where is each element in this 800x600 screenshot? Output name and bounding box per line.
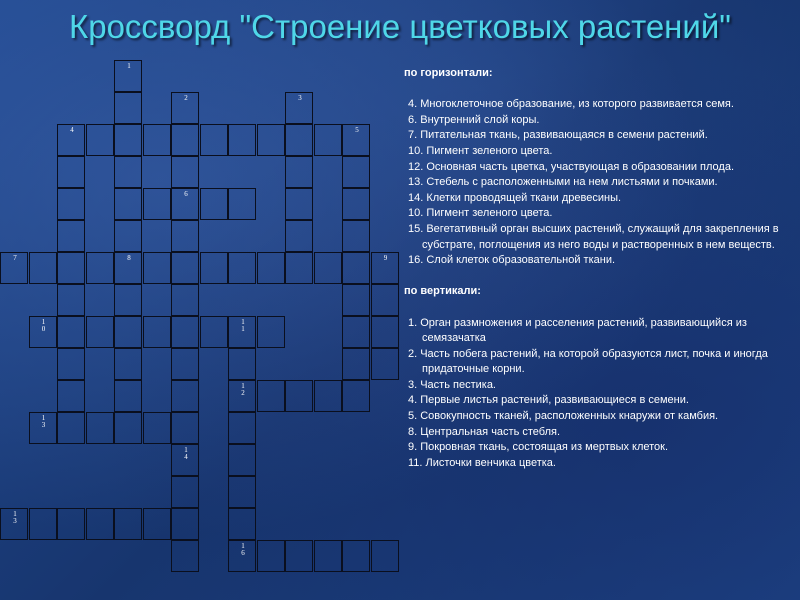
crossword-cell[interactable] xyxy=(200,188,228,220)
crossword-cell[interactable] xyxy=(57,284,85,316)
clue-down-8: 8. Центральная часть стебля. xyxy=(408,425,561,438)
crossword-cell[interactable] xyxy=(285,188,313,220)
crossword-cell[interactable] xyxy=(171,380,199,412)
crossword-cell[interactable] xyxy=(143,508,171,540)
crossword-cell[interactable] xyxy=(171,508,199,540)
crossword-cell[interactable] xyxy=(57,412,85,444)
crossword-cell[interactable] xyxy=(314,380,342,412)
clue-across-13: 13. Стебель с расположенными на нем листьями и почками. xyxy=(408,176,718,189)
crossword-cell[interactable] xyxy=(285,252,313,284)
crossword-cell[interactable] xyxy=(114,252,142,284)
cell-number: 9 xyxy=(383,254,388,262)
cell-number: 4 xyxy=(70,126,74,134)
crossword-cell[interactable] xyxy=(342,348,370,380)
crossword-cell[interactable] xyxy=(371,348,399,380)
clue-across-7: 7. Питательная ткань, развивающаяся в семени растений. xyxy=(408,129,708,142)
clue-across-4: 4. Многоклеточное образование, из которого развивается семя. xyxy=(408,98,734,111)
crossword-cell[interactable] xyxy=(228,412,256,444)
crossword-cell[interactable] xyxy=(228,316,256,348)
crossword-cell[interactable] xyxy=(86,252,114,284)
clue-down-5: 5. Совокупность тканей, расположенных кнаружи от камбия. xyxy=(408,410,719,423)
crossword-cell[interactable] xyxy=(171,412,199,444)
crossword-cell[interactable] xyxy=(114,92,142,124)
crossword-cell[interactable] xyxy=(314,252,342,284)
across-heading: по горизонтали: xyxy=(404,67,493,79)
clue-across-6: 6. Внутренний слой коры. xyxy=(408,113,540,126)
crossword-cell[interactable] xyxy=(257,124,285,156)
crossword-cell[interactable] xyxy=(228,476,256,508)
clue-down-4: 4. Первые листья растений, развивающиеся в семени. xyxy=(408,394,689,407)
clue-across-15: 15. Вегетативный орган высших растений, служащий для закрепления в субстрате, поглощения из него воды и растворенных в нем веществ. xyxy=(408,222,779,251)
crossword-cell[interactable] xyxy=(114,380,142,412)
crossword-cell[interactable] xyxy=(171,188,199,220)
cell-number: 7 xyxy=(13,254,17,262)
crossword-cell[interactable] xyxy=(171,348,199,380)
crossword-cell[interactable] xyxy=(342,540,370,572)
crossword-cell[interactable] xyxy=(171,284,199,316)
crossword-cell[interactable] xyxy=(371,316,399,348)
crossword-cell[interactable] xyxy=(285,540,313,572)
crossword-cell[interactable] xyxy=(200,124,228,156)
crossword-cell[interactable] xyxy=(228,252,256,284)
cell-number: 1 xyxy=(127,62,131,70)
crossword-cell[interactable] xyxy=(171,124,199,156)
crossword-cell[interactable] xyxy=(114,156,142,188)
crossword-cell[interactable] xyxy=(371,284,399,316)
crossword-cell[interactable] xyxy=(285,92,313,124)
crossword-cell[interactable] xyxy=(342,156,370,188)
crossword-cell[interactable] xyxy=(342,284,370,316)
crossword-cell[interactable] xyxy=(57,188,85,220)
crossword-cell[interactable] xyxy=(57,252,85,284)
crossword-cell[interactable] xyxy=(228,348,256,380)
crossword-cell[interactable] xyxy=(29,316,57,348)
crossword-cell[interactable] xyxy=(228,124,256,156)
cell-number: 16 xyxy=(241,542,245,557)
clue-across-10-repeat: 10. Пигмент зеленого цвета. xyxy=(408,207,553,220)
down-clue-list xyxy=(404,316,794,472)
crossword-cell[interactable] xyxy=(86,124,114,156)
crossword-cell[interactable] xyxy=(342,124,370,156)
crossword-cell[interactable] xyxy=(371,252,399,284)
clues-panel xyxy=(404,66,794,471)
crossword-cell[interactable] xyxy=(200,316,228,348)
clue-down-9: 9. Покровная ткань, состоящая из мертвых клеток. xyxy=(408,441,669,454)
crossword-cell[interactable] xyxy=(57,124,85,156)
crossword-cell[interactable] xyxy=(114,348,142,380)
crossword-cell[interactable] xyxy=(171,476,199,508)
cell-number: 2 xyxy=(184,94,188,102)
crossword-cell[interactable] xyxy=(257,316,285,348)
crossword-cell[interactable] xyxy=(228,508,256,540)
crossword-cell[interactable] xyxy=(114,412,142,444)
crossword-cell[interactable] xyxy=(171,316,199,348)
crossword-cell[interactable] xyxy=(228,188,256,220)
crossword-cell[interactable] xyxy=(57,380,85,412)
crossword-cell[interactable] xyxy=(114,284,142,316)
crossword-cell[interactable] xyxy=(171,92,199,124)
crossword-cell[interactable] xyxy=(57,316,85,348)
crossword-cell[interactable] xyxy=(285,220,313,252)
crossword-cell[interactable] xyxy=(285,380,313,412)
crossword-cell[interactable] xyxy=(371,540,399,572)
crossword-cell[interactable] xyxy=(57,156,85,188)
crossword-cell[interactable] xyxy=(342,380,370,412)
crossword-cell[interactable] xyxy=(29,508,57,540)
crossword-cell[interactable] xyxy=(257,540,285,572)
crossword-cell[interactable] xyxy=(29,252,57,284)
cell-number: 13 xyxy=(41,414,46,429)
clue-across-16: 16. Слой клеток образовательной ткани. xyxy=(408,254,616,267)
cell-number: 8 xyxy=(127,254,131,262)
crossword-cell[interactable] xyxy=(342,220,370,252)
crossword-cell[interactable] xyxy=(143,252,171,284)
crossword-cell[interactable] xyxy=(257,380,285,412)
clue-down-3: 3. Часть пестика. xyxy=(408,378,496,391)
crossword-cell[interactable] xyxy=(57,508,85,540)
crossword-cell[interactable] xyxy=(171,444,199,476)
clue-down-11: 11. Листочки венчика цветка. xyxy=(408,456,556,469)
clue-down-2: 2. Часть побега растений, на которой образуются лист, почка и иногда придаточные корни. xyxy=(408,347,768,376)
clue-across-12: 12. Основная часть цветка, участвующая в образовании плода. xyxy=(408,160,735,173)
cell-number: 5 xyxy=(355,126,359,134)
cell-number: 11 xyxy=(241,318,245,333)
crossword-cell[interactable] xyxy=(114,220,142,252)
crossword-cell[interactable] xyxy=(342,316,370,348)
crossword-cell[interactable] xyxy=(86,412,114,444)
crossword-cell[interactable] xyxy=(314,540,342,572)
crossword-cell[interactable] xyxy=(86,316,114,348)
across-clue-list xyxy=(404,97,794,269)
crossword-cell[interactable] xyxy=(57,220,85,252)
cell-number: 12 xyxy=(241,382,245,397)
crossword-cell[interactable] xyxy=(228,380,256,412)
crossword-cell[interactable] xyxy=(171,252,199,284)
cell-number: 13 xyxy=(13,510,17,525)
crossword-cell[interactable] xyxy=(257,252,285,284)
crossword-cell[interactable] xyxy=(143,316,171,348)
clue-down-1: 1. Орган размножения и расселения растений, развивающийся из семязачатка xyxy=(408,316,747,345)
crossword-cell[interactable] xyxy=(143,124,171,156)
crossword-cell[interactable] xyxy=(342,252,370,284)
crossword-cell[interactable] xyxy=(314,124,342,156)
crossword-cell[interactable] xyxy=(342,188,370,220)
cell-number: 3 xyxy=(298,94,302,102)
crossword-cell[interactable] xyxy=(143,412,171,444)
cell-number: 14 xyxy=(184,446,188,461)
crossword-cell[interactable] xyxy=(0,508,28,540)
down-heading: по вертикали: xyxy=(404,285,481,298)
clue-across-14: 14. Клетки проводящей ткани древесины. xyxy=(408,191,622,204)
crossword-cell[interactable] xyxy=(285,124,313,156)
crossword-cell[interactable] xyxy=(29,412,57,444)
crossword-cell[interactable] xyxy=(171,220,199,252)
crossword-cell[interactable] xyxy=(114,60,142,92)
crossword-cell[interactable] xyxy=(86,508,114,540)
crossword-cell[interactable] xyxy=(171,156,199,188)
cell-number: 6 xyxy=(184,190,188,198)
crossword-cell[interactable] xyxy=(200,252,228,284)
clue-across-10: 10. Пигмент зеленого цвета. xyxy=(408,144,553,157)
crossword-cell[interactable] xyxy=(114,508,142,540)
crossword-cell[interactable] xyxy=(171,540,199,572)
crossword-cell[interactable] xyxy=(228,444,256,476)
cell-number: 10 xyxy=(41,318,46,333)
crossword-cell[interactable] xyxy=(114,124,142,156)
crossword-cell[interactable] xyxy=(57,348,85,380)
crossword-cell[interactable] xyxy=(114,188,142,220)
crossword-cell[interactable] xyxy=(0,252,28,284)
crossword-cell[interactable] xyxy=(228,540,256,572)
crossword-cell[interactable] xyxy=(143,188,171,220)
crossword-cell[interactable] xyxy=(114,316,142,348)
slide-title: Кроссворд "Строение цветковых растений" xyxy=(69,8,731,45)
crossword-cell[interactable] xyxy=(285,156,313,188)
